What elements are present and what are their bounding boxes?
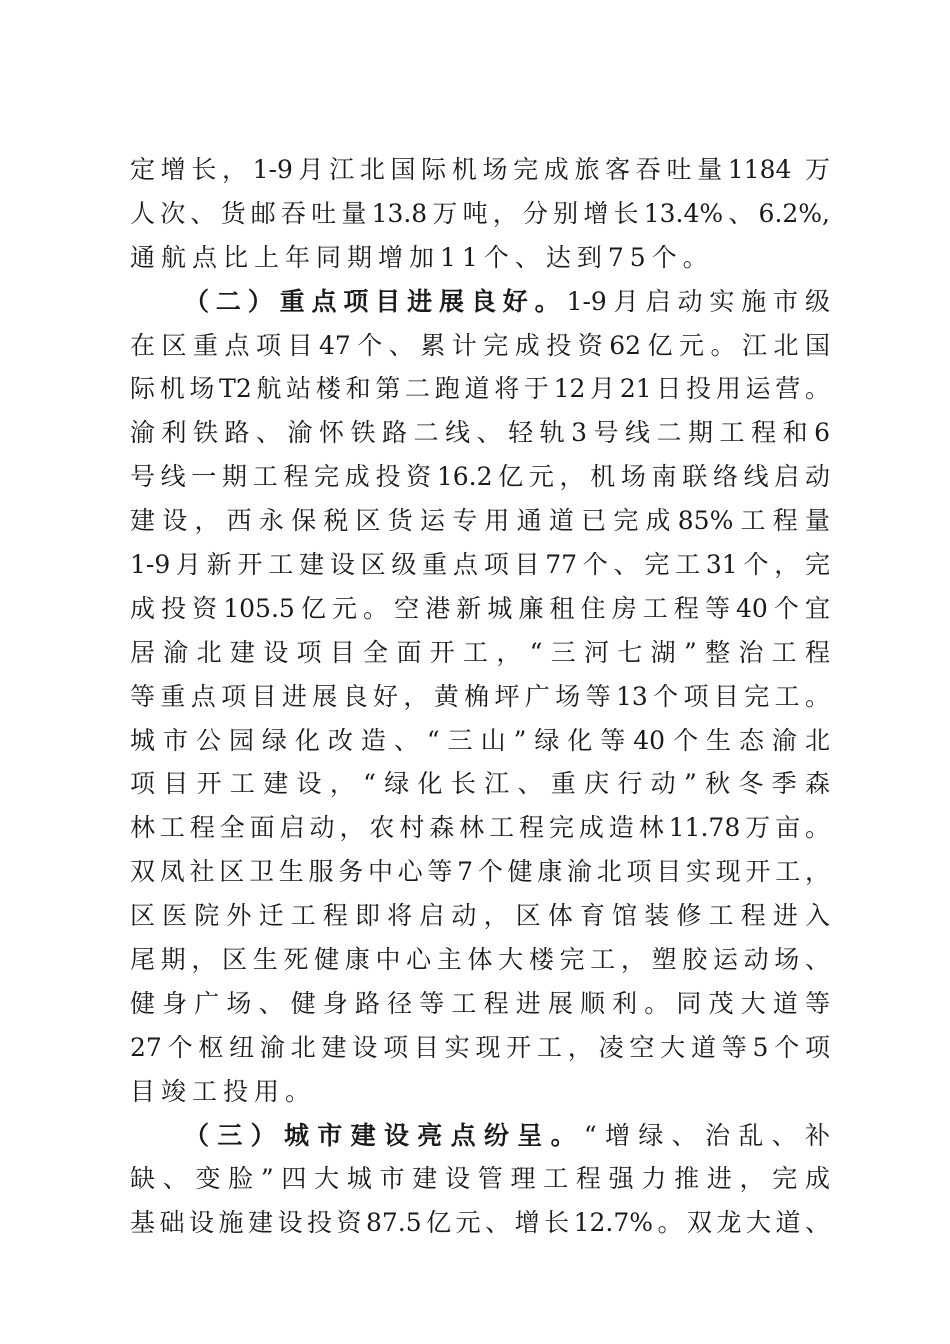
line-text: 尾期，区生死健康中心主体大楼完工，塑胶运动场、 xyxy=(130,945,830,975)
text-line xyxy=(130,806,830,850)
line-text: 建设，西永保税区货运专用通道已完成85%工程量 xyxy=(130,506,830,536)
line-text: 号线一期工程完成投资16.2亿元，机场南联络线启动 xyxy=(130,462,830,492)
text-line xyxy=(130,236,830,280)
text-line xyxy=(130,894,830,938)
text-line xyxy=(130,1026,830,1070)
text-line xyxy=(130,631,830,675)
text-line xyxy=(130,719,830,763)
line-text: 1-9月启动实施市级 xyxy=(566,286,830,316)
line-text: 缺、变脸”四大城市建设管理工程强力推进，完成 xyxy=(130,1164,830,1194)
text-line xyxy=(130,675,830,719)
text-line xyxy=(130,938,830,982)
line-text: 林工程全面启动，农村森林工程完成造林11.78万亩。 xyxy=(130,813,830,843)
text-line xyxy=(130,411,830,455)
line-text: 双凤社区卫生服务中心等7个健康渝北项目实现开工， xyxy=(130,857,830,887)
line-text: 定增长，1-9月江北国际机场完成旅客吞吐量1184 万 xyxy=(130,155,830,184)
line-text: 际机场T2航站楼和第二跑道将于12月21日投用运营。 xyxy=(130,374,830,404)
text-line xyxy=(130,1070,830,1114)
text-line xyxy=(130,543,830,587)
line-text: 健身广场、健身路径等工程进展顺利。同茂大道等 xyxy=(130,988,830,1018)
line-text: 项目开工建设，“绿化长江、重庆行动”秋冬季森 xyxy=(130,769,830,799)
text-line xyxy=(130,762,830,806)
text-line xyxy=(130,1114,830,1158)
text-line xyxy=(130,1157,830,1201)
line-text: 区医院外迁工程即将启动，区体育馆装修工程进入 xyxy=(130,901,830,931)
section-heading: （三）城市建设亮点纷呈。 xyxy=(184,1120,584,1150)
line-text: 在区重点项目47个、累计完成投资62亿元。江北国 xyxy=(130,330,830,360)
text-line xyxy=(130,280,830,324)
line-text: 人次、货邮吞吐量13.8万吨，分别增长13.4%、6.2%, xyxy=(130,198,830,228)
line-text: 目竣工投用。 xyxy=(130,1076,317,1106)
line-text: 通航点比上年同期增加11个、达到75个。 xyxy=(130,242,714,272)
text-line xyxy=(130,192,830,236)
line-text: 城市公园绿化改造、“三山”绿化等40个生态渝北 xyxy=(130,725,830,755)
line-text: 居渝北建设项目全面开工，“三河七湖”整治工程 xyxy=(130,637,830,667)
line-text: 27个枢纽渝北建设项目实现开工，凌空大道等5个项 xyxy=(130,1032,830,1062)
text-line xyxy=(130,324,830,368)
section-heading: （二）重点项目进展良好。 xyxy=(184,286,567,316)
text-line xyxy=(130,499,830,543)
line-text: 基础设施建设投资87.5亿元、增长12.7%。双龙大道、 xyxy=(130,1208,830,1238)
text-line xyxy=(130,455,830,499)
line-text: 渝利铁路、渝怀铁路二线、轻轨3号线二期工程和6 xyxy=(130,418,830,448)
text-line xyxy=(130,148,830,192)
line-text: 成投资105.5亿元。空港新城廉租住房工程等40个宜 xyxy=(130,593,830,623)
line-text: “增绿、治乱、补 xyxy=(583,1120,830,1150)
line-text: 1-9月新开工建设区级重点项目77个、完工31个，完 xyxy=(130,550,830,580)
document-body xyxy=(130,148,865,1245)
text-line xyxy=(130,850,830,894)
text-line xyxy=(130,587,830,631)
text-line xyxy=(130,1201,830,1245)
text-line xyxy=(130,982,830,1026)
text-line xyxy=(130,367,830,411)
line-text: 等重点项目进展良好，黄桷坪广场等13个项目完工。 xyxy=(130,681,830,711)
